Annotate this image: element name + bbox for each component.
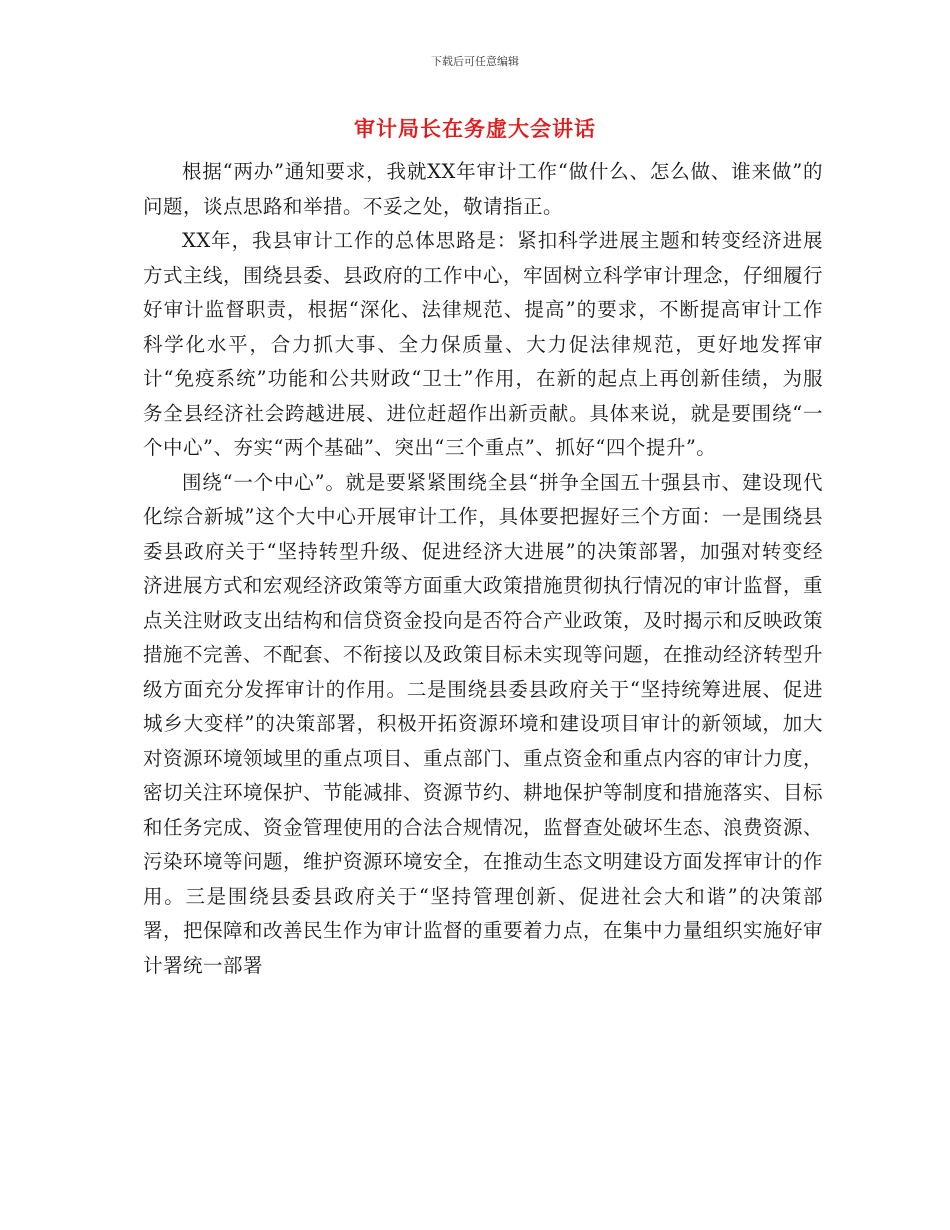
paragraph-one-center: 围绕“一个中心”。就是要紧紧围绕全县“拼争全国五十强县市、建设现代化综合新城”这个大中心开展审计工作，具体要把握好三个方面：一是围绕县委县政府关于“坚持转型升级、促进经济大进展”的决策部署，加强对转变经济进展方式和宏观经济政策等方面重大政策措施贯彻执行情况的审计监督，重点关注财政支出结构和信贷资金投向是否符合产业政策，及时揭示和反映政策措施不完善、不配套、不衔接以及政策目标未实现等问题，在推动经济转型升级方面充分发挥审计的作用。二是围绕县委县政府关于“坚持统筹进展、促进城乡大变样”的决策部署，积极开拓资源环境和建设项目审计的新领域，加大对资源环境领域里的重点项目、重点部门、重点资金和重点内容的审计力度，密切关注环境保护、节能减排、资源节约、耕地保护等制度和措施落实、目标和任务完成、资金管理使用的合法合规情况，监督查处破坏生态、浪费资源、污染环境等问题，维护资源环境安全，在推动生态文明建设方面发挥审计的作用。三是围绕县委县政府关于“坚持管理创新、促进社会大和谐”的决策部署，把保障和改善民生作为审计监督的重要着力点，在集中力量组织实施好审计署统一部署 [143, 470, 824, 977]
paragraph-intro: 根据“两办”通知要求，我就XX年审计工作“做什么、怎么做、谁来做”的问题，谈点思路和举措。不妥之处，敬请指正。 [143, 160, 823, 218]
header-note: 下载后可任意编辑 [431, 55, 519, 68]
paragraph-overall-approach: XX年，我县审计工作的总体思路是：紧扣科学进展主题和转变经济进展方式主线，围绕县委、县政府的工作中心，牢固树立科学审计理念，仔细履行好审计监督职责，根据“深化、法律规范、提高”的要求，不断提高审计工作科学化水平，合力抓大事、全力保质量、大力促法律规范，更好地发挥审计“免疫系统”功能和公共财政“卫士”作用，在新的起点上再创新佳绩，为服务全县经济社会跨越进展、进位赶超作出新贡献。具体来说，就是要围绕“一个中心”、夯实“两个基础”、突出“三个重点”、抓好“四个提升”。 [143, 229, 824, 459]
document-title: 审计局长在务虚大会讲话 [354, 117, 596, 141]
document-body [143, 155, 823, 983]
